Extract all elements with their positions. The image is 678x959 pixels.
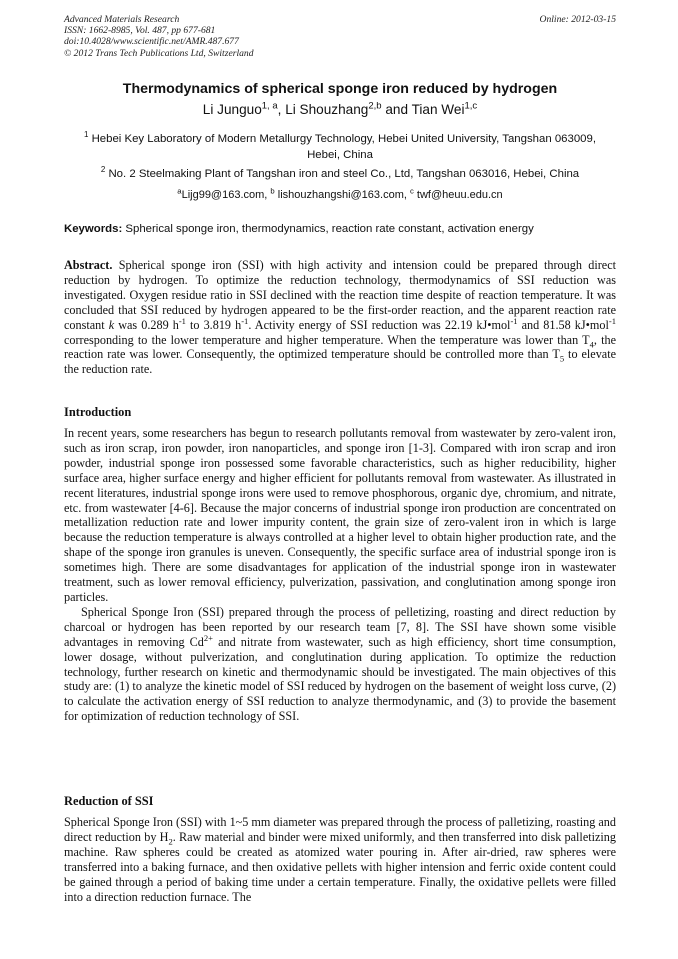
abstract-text: to elevate the reduction rate.	[64, 347, 616, 377]
abstract-text: and 81.58 kJ•mol	[517, 317, 609, 332]
journal-name: Advanced Materials Research	[64, 14, 180, 25]
superscript: -1	[178, 315, 186, 326]
paragraph-text: Spherical Sponge Iron (SSI) with 1~5 mm diameter was prepared through the process of palletizing, roasting and direct reduction by H	[64, 815, 616, 844]
paragraph	[64, 605, 616, 724]
introduction-body	[64, 426, 616, 724]
journal-header	[64, 14, 616, 59]
journal-issn: ISSN: 1662-8985, Vol. 487, pp 677-681	[64, 25, 216, 37]
affiliation-mark: 2	[100, 165, 106, 175]
journal-doi: doi:10.4028/www.scientific.net/AMR.487.677	[64, 36, 239, 48]
abstract-text: corresponding to the lower temperature and higher temperature. When the temperature was lower than T	[64, 332, 590, 347]
rate-constant-symbol: k	[108, 317, 115, 332]
author-affil-mark: 1, a	[261, 100, 278, 112]
abstract-label: Abstract.	[64, 258, 113, 272]
author-name: Li Shouzhang	[285, 102, 369, 117]
affiliation-mark: 1	[83, 130, 89, 140]
section-heading-introduction: Introduction	[64, 405, 132, 419]
author-name: Tian Wei	[411, 102, 465, 117]
paragraph-text: Spherical Sponge Iron (SSI) prepared through the process of pelletizing, roasting and direct reduction by charcoal or hydrogen has been reported by our research team [7, 8]. The SSI have shown some visible advantages in removing Cd	[64, 604, 616, 649]
superscript: -1	[510, 315, 518, 326]
keywords	[64, 222, 616, 237]
email-link[interactable]: twf@heuu.edu.cn	[413, 189, 503, 201]
paper-title: Thermodynamics of spherical sponge iron reduced by hydrogen	[122, 81, 558, 97]
superscript: -1	[241, 315, 249, 326]
affiliation	[72, 166, 608, 182]
paragraph: In recent years, some researchers has begun to research pollutants removal from wastewater by zero-valent iron, such as iron scrap, iron powder, iron nanoparticles, and sponge iron [1-3]. Compared with iron scrap and iron powder, industrial sponge iron possessed some favorable characteristics, such as higher reducibility, higher surface area, higher surface energy and higher efficient for pollutants removal from wastewater. As illustrated in recent literatures, industrial sponge irons were used to remove phosphorous, organic dye, chromium, and nitrate, etc. from wastewater [4-6]. Because the major concerns of industrial sponge iron production are concentrated on metallization reduction rate and lower impurity content, the grain size of zero-valent iron in which is large because the reduction temperature is always controlled at a higher level to obtain higher production rate, and the shape of the sponge iron granules is uneven. Consequently, the specific surface area of industrial sponge iron is sometimes high. There are some disadvantages for application of the industrial sponge iron in wastewater treatment, such as lower removal efficiency, pulverization, passivation, and conglutination among sponge iron particles.	[64, 426, 616, 604]
paragraph-text: . Raw material and binder were mixed uniformly, and then transferred into disk palletizing machine. Raw spheres could be created as atomized water pouring in. After air-dried, raw spheres were transferred into a baking furnace, and then oxidative pellets with higher intension and ferric oxide content could be gained through a period of baking time under a certain temperature. Finally, the oxidative pellets were filled into a direction reduction furnace. The	[64, 829, 616, 904]
email-link[interactable]: lishouzhangshi@163.com,	[274, 189, 410, 201]
subscript: 5	[559, 353, 565, 364]
email-mark: b	[270, 186, 275, 196]
keywords-text: Spherical sponge iron, thermodynamics, reaction rate constant, activation energy	[122, 223, 534, 235]
author-affil-mark: 2,b	[368, 100, 382, 112]
email-mark: a	[177, 186, 182, 196]
author-name: Li Junguo	[202, 102, 262, 117]
abstract-text: , the reaction rate was lower. Consequently, the optimized temperature should be controlled more than T	[64, 332, 616, 362]
journal-info	[64, 14, 616, 59]
abstract-text: was 0.289 h	[114, 317, 179, 332]
abstract-text: . Activity energy of SSI reduction was 22.19 kJ•mol	[248, 317, 511, 332]
email-mark: c	[410, 186, 414, 196]
superscript: -1	[608, 315, 616, 326]
paragraph-text: and nitrate from wastewater, such as high efficiency, short time consumption, lower dosage, without pulverization, and conglutination during application. To optimize the reduction technology, further research on kinetic and thermodynamic should be investigated. The main objectives of this study are: (1) to analyze the kinetic model of SSI reduced by hydrogen on the basement of weight loss curve, (2) to calculate the activation energy of SSI reduction to analyze thermodynamic, and (3) to provide the basement for optimization of reduction technology of SSI.	[64, 634, 616, 724]
keywords-label: Keywords:	[64, 223, 123, 235]
affiliation	[72, 131, 608, 163]
reduction-body	[64, 815, 616, 904]
superscript: 2+	[203, 632, 213, 643]
affiliation-text: Hebei Key Laboratory of Modern Metallurgy Technology, Hebei United University, Tangshan 063009, Hebei, China	[91, 133, 597, 161]
abstract-text: to 3.819 h	[185, 317, 242, 332]
abstract-text: Spherical sponge iron (SSI) with high activity and intension could be prepared through direct reduction by hydrogen. To optimize the reduction technology, thermodynamics of SSI reduction was investigated. Oxygen residue ratio in SSI declined with the reaction time despite of reaction temperature. It was concluded that SSI reduced by hydrogen appeared to be the first-order reaction, and the apparent reaction rate constant	[64, 258, 616, 332]
author-separator: and	[381, 102, 412, 117]
subscript: 4	[589, 338, 594, 349]
author-affil-mark: 1,c	[464, 100, 478, 112]
journal-copyright: © 2012 Trans Tech Publications Ltd, Switzerland	[64, 47, 254, 59]
author-separator: ,	[277, 102, 286, 117]
affiliation-text: No. 2 Steelmaking Plant of Tangshan iron and steel Co., Ltd, Tangshan 063016, Hebei, China	[108, 168, 580, 180]
online-date: Online: 2012-03-15	[539, 14, 616, 25]
author-emails	[64, 188, 616, 203]
email-link[interactable]: Lijg99@163.com,	[181, 189, 271, 201]
section-heading-reduction: Reduction of SSI	[64, 794, 154, 808]
abstract	[64, 258, 616, 377]
author-line	[64, 101, 616, 119]
subscript: 2	[168, 836, 173, 847]
